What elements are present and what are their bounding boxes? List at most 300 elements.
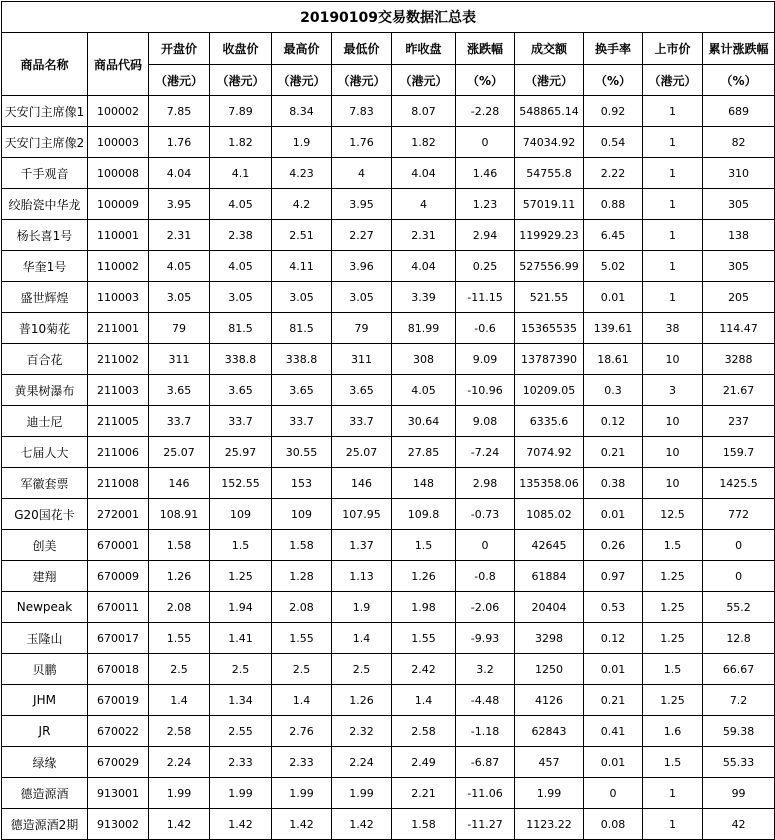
table-cell: 1.99	[272, 778, 332, 809]
column-unit: （港元）	[149, 65, 210, 96]
table-cell: 0.97	[584, 561, 643, 592]
table-cell: 1	[643, 778, 703, 809]
column-unit: （%）	[456, 65, 515, 96]
table-cell: 1.25	[643, 561, 703, 592]
table-cell: 109	[210, 499, 272, 530]
table-row	[2, 96, 775, 127]
column-header: 涨跌幅	[456, 33, 515, 65]
table-cell: 4	[332, 158, 392, 189]
table-row	[2, 561, 775, 592]
table-cell: 311	[332, 344, 392, 375]
table-cell: 0.54	[584, 127, 643, 158]
table-cell: 1085.02	[515, 499, 584, 530]
table-cell: 3298	[515, 623, 584, 654]
product-name-cell: JR	[2, 716, 88, 747]
table-cell: 2.38	[210, 220, 272, 251]
table-cell: 1425.5	[703, 468, 775, 499]
product-code-cell: 211002	[88, 344, 149, 375]
table-cell: 1.13	[332, 561, 392, 592]
table-row	[2, 437, 775, 468]
table-cell: -0.73	[456, 499, 515, 530]
column-header: 开盘价	[149, 33, 210, 65]
column-header: 昨收盘	[392, 33, 456, 65]
table-cell: 148	[392, 468, 456, 499]
table-cell: 4.04	[392, 251, 456, 282]
table-cell: 10	[643, 344, 703, 375]
table-cell: 338.8	[210, 344, 272, 375]
product-name-cell: 创美	[2, 530, 88, 561]
table-cell: 1	[643, 189, 703, 220]
table-cell: 310	[703, 158, 775, 189]
table-cell: 338.8	[272, 344, 332, 375]
table-cell: 146	[149, 468, 210, 499]
product-code-cell: 913001	[88, 778, 149, 809]
table-row	[2, 375, 775, 406]
table-cell: 55.33	[703, 747, 775, 778]
table-cell: 1	[643, 127, 703, 158]
product-name-cell: 玉隆山	[2, 623, 88, 654]
table-cell: 138	[703, 220, 775, 251]
column-header: 上市价	[643, 33, 703, 65]
table-cell: 114.47	[703, 313, 775, 344]
table-row	[2, 530, 775, 561]
table-cell: 12.5	[643, 499, 703, 530]
table-cell: 2.5	[272, 654, 332, 685]
product-name-cell: 迪士尼	[2, 406, 88, 437]
table-cell: 1.25	[643, 592, 703, 623]
product-name-cell: 盛世辉煌	[2, 282, 88, 313]
column-header: 收盘价	[210, 33, 272, 65]
table-cell: -10.96	[456, 375, 515, 406]
table-cell: 79	[332, 313, 392, 344]
table-cell: 2.31	[149, 220, 210, 251]
table-cell: 1.5	[392, 530, 456, 561]
table-cell: -0.6	[456, 313, 515, 344]
table-cell: 548865.14	[515, 96, 584, 127]
table-cell: 1.9	[332, 592, 392, 623]
table-cell: 0	[456, 127, 515, 158]
table-cell: 108.91	[149, 499, 210, 530]
table-cell: 7.89	[210, 96, 272, 127]
column-unit: （港元）	[210, 65, 272, 96]
table-row	[2, 685, 775, 716]
table-cell: 1.58	[392, 809, 456, 840]
table-cell: 1.5	[643, 530, 703, 561]
trading-summary-table	[1, 1, 775, 840]
table-row	[2, 158, 775, 189]
table-cell: 74034.92	[515, 127, 584, 158]
table-cell: 42	[703, 809, 775, 840]
table-cell: 4.05	[210, 251, 272, 282]
table-cell: 10	[643, 468, 703, 499]
table-cell: 1.76	[149, 127, 210, 158]
table-cell: 4126	[515, 685, 584, 716]
table-row	[2, 623, 775, 654]
table-cell: -11.27	[456, 809, 515, 840]
table-cell: 5.02	[584, 251, 643, 282]
table-cell: -6.87	[456, 747, 515, 778]
table-cell: 1.4	[332, 623, 392, 654]
table-cell: 109	[272, 499, 332, 530]
table-cell: 2.32	[332, 716, 392, 747]
product-name-cell: 天安门主席像1	[2, 96, 88, 127]
table-cell: 2.21	[392, 778, 456, 809]
table-cell: 2.27	[332, 220, 392, 251]
table-cell: -9.93	[456, 623, 515, 654]
table-cell: -1.18	[456, 716, 515, 747]
table-cell: 119929.23	[515, 220, 584, 251]
table-cell: 1.26	[392, 561, 456, 592]
table-cell: 4.05	[392, 375, 456, 406]
table-row	[2, 778, 775, 809]
column-header: 最高价	[272, 33, 332, 65]
table-row	[2, 406, 775, 437]
table-cell: 1.55	[149, 623, 210, 654]
table-cell: 1.58	[149, 530, 210, 561]
table-cell: 237	[703, 406, 775, 437]
table-row	[2, 654, 775, 685]
table-cell: 1.25	[210, 561, 272, 592]
product-code-cell: 670011	[88, 592, 149, 623]
table-cell: 1.28	[272, 561, 332, 592]
table-cell: 38	[643, 313, 703, 344]
table-cell: 1.42	[332, 809, 392, 840]
table-cell: 59.38	[703, 716, 775, 747]
table-cell: 0.01	[584, 654, 643, 685]
table-cell: 0	[456, 530, 515, 561]
table-row	[2, 127, 775, 158]
table-row	[2, 747, 775, 778]
table-cell: 0.21	[584, 437, 643, 468]
table-cell: 0	[584, 778, 643, 809]
table-cell: -11.15	[456, 282, 515, 313]
table-cell: 1.94	[210, 592, 272, 623]
table-cell: 772	[703, 499, 775, 530]
table-cell: 6.45	[584, 220, 643, 251]
table-cell: 8.34	[272, 96, 332, 127]
table-cell: 7.85	[149, 96, 210, 127]
table-cell: 1.55	[392, 623, 456, 654]
table-cell: 205	[703, 282, 775, 313]
table-cell: 2.98	[456, 468, 515, 499]
table-cell: 0.53	[584, 592, 643, 623]
table-cell: 2.76	[272, 716, 332, 747]
table-cell: -4.48	[456, 685, 515, 716]
table-cell: 1.76	[332, 127, 392, 158]
product-name-cell: 黄果树瀑布	[2, 375, 88, 406]
product-code-cell: 100009	[88, 189, 149, 220]
table-cell: 2.33	[272, 747, 332, 778]
table-cell: 4.04	[149, 158, 210, 189]
table-cell: 2.49	[392, 747, 456, 778]
column-unit: （港元）	[643, 65, 703, 96]
table-cell: 2.08	[149, 592, 210, 623]
product-code-cell: 670017	[88, 623, 149, 654]
table-cell: 4.1	[210, 158, 272, 189]
table-cell: 2.58	[149, 716, 210, 747]
table-cell: 10209.05	[515, 375, 584, 406]
table-cell: 3.05	[332, 282, 392, 313]
table-cell: 1.42	[149, 809, 210, 840]
table-cell: 1.82	[392, 127, 456, 158]
table-cell: 55.2	[703, 592, 775, 623]
table-row	[2, 313, 775, 344]
product-name-cell: 绞胎瓷中华龙	[2, 189, 88, 220]
table-cell: 0.01	[584, 282, 643, 313]
table-cell: 3.05	[272, 282, 332, 313]
table-cell: 1.99	[210, 778, 272, 809]
product-name-cell: 普10菊花	[2, 313, 88, 344]
table-cell: 3.95	[149, 189, 210, 220]
table-cell: 1.4	[149, 685, 210, 716]
table-cell: 1.5	[643, 654, 703, 685]
table-cell: 305	[703, 251, 775, 282]
table-cell: 3.65	[210, 375, 272, 406]
table-cell: 0.25	[456, 251, 515, 282]
table-cell: 1.98	[392, 592, 456, 623]
table-cell: 1.82	[210, 127, 272, 158]
table-cell: 1.9	[272, 127, 332, 158]
product-code-cell: 100003	[88, 127, 149, 158]
table-cell: 1.26	[149, 561, 210, 592]
product-name-cell: 德造源酒	[2, 778, 88, 809]
product-code-cell: 211003	[88, 375, 149, 406]
table-cell: 139.61	[584, 313, 643, 344]
table-cell: 3.2	[456, 654, 515, 685]
table-cell: 81.99	[392, 313, 456, 344]
table-cell: 0	[703, 530, 775, 561]
product-code-cell: 100002	[88, 96, 149, 127]
table-cell: 6335.6	[515, 406, 584, 437]
table-cell: 25.07	[149, 437, 210, 468]
product-name-cell: 千手观音	[2, 158, 88, 189]
table-cell: 1.34	[210, 685, 272, 716]
table-cell: 3.65	[332, 375, 392, 406]
table-cell: 4.23	[272, 158, 332, 189]
product-name-cell: JHM	[2, 685, 88, 716]
table-cell: 21.67	[703, 375, 775, 406]
product-name-cell: 德造源酒2期	[2, 809, 88, 840]
table-row	[2, 499, 775, 530]
column-header: 商品代码	[88, 33, 149, 96]
product-name-cell: 军徽套票	[2, 468, 88, 499]
column-unit: （港元）	[272, 65, 332, 96]
table-cell: 42645	[515, 530, 584, 561]
table-cell: 1	[643, 809, 703, 840]
product-code-cell: 211005	[88, 406, 149, 437]
column-header: 换手率	[584, 33, 643, 65]
product-code-cell: 100008	[88, 158, 149, 189]
table-row	[2, 251, 775, 282]
table-cell: 0.21	[584, 685, 643, 716]
table-cell: 1	[643, 158, 703, 189]
table-cell: 25.97	[210, 437, 272, 468]
table-cell: 57019.11	[515, 189, 584, 220]
table-cell: 61884	[515, 561, 584, 592]
table-cell: 2.5	[149, 654, 210, 685]
table-cell: 1.55	[272, 623, 332, 654]
table-cell: 25.07	[332, 437, 392, 468]
table-cell: 9.08	[456, 406, 515, 437]
product-name-cell: G20国花卡	[2, 499, 88, 530]
table-cell: 0.12	[584, 406, 643, 437]
table-cell: 7.83	[332, 96, 392, 127]
table-cell: 2.51	[272, 220, 332, 251]
table-cell: 18.61	[584, 344, 643, 375]
table-row	[2, 220, 775, 251]
column-header: 累计涨跌幅	[703, 33, 775, 65]
product-name-cell: 绿缘	[2, 747, 88, 778]
table-cell: 4.05	[210, 189, 272, 220]
table-cell: 62843	[515, 716, 584, 747]
table-cell: 1	[643, 96, 703, 127]
table-cell: 1250	[515, 654, 584, 685]
column-unit: （港元）	[515, 65, 584, 96]
column-unit: （港元）	[392, 65, 456, 96]
table-row	[2, 282, 775, 313]
table-row	[2, 189, 775, 220]
table-cell: 30.55	[272, 437, 332, 468]
table-cell: 33.7	[149, 406, 210, 437]
table-cell: 2.24	[332, 747, 392, 778]
table-cell: 1	[643, 251, 703, 282]
table-cell: 2.58	[392, 716, 456, 747]
column-unit: （港元）	[332, 65, 392, 96]
table-cell: 2.22	[584, 158, 643, 189]
table-cell: 54755.8	[515, 158, 584, 189]
product-code-cell: 110003	[88, 282, 149, 313]
column-unit: （%）	[703, 65, 775, 96]
table-cell: 4.05	[149, 251, 210, 282]
table-cell: 2.08	[272, 592, 332, 623]
table-cell: -2.06	[456, 592, 515, 623]
product-name-cell: 天安门主席像2	[2, 127, 88, 158]
table-cell: 27.85	[392, 437, 456, 468]
table-cell: 3.39	[392, 282, 456, 313]
column-header: 成交额	[515, 33, 584, 65]
table-cell: -7.24	[456, 437, 515, 468]
table-cell: 8.07	[392, 96, 456, 127]
table-cell: 20404	[515, 592, 584, 623]
table-cell: 308	[392, 344, 456, 375]
table-cell: 1.99	[332, 778, 392, 809]
table-cell: 81.5	[210, 313, 272, 344]
table-cell: 3.05	[210, 282, 272, 313]
table-cell: 1.42	[210, 809, 272, 840]
product-name-cell: 贝鹏	[2, 654, 88, 685]
table-cell: 152.55	[210, 468, 272, 499]
table-cell: 0.26	[584, 530, 643, 561]
table-cell: 33.7	[210, 406, 272, 437]
table-cell: 1.5	[643, 747, 703, 778]
product-code-cell: 670019	[88, 685, 149, 716]
table-cell: 1.99	[149, 778, 210, 809]
table-cell: 1.41	[210, 623, 272, 654]
product-code-cell: 110002	[88, 251, 149, 282]
table-cell: 1	[643, 220, 703, 251]
table-cell: -11.06	[456, 778, 515, 809]
table-cell: 2.24	[149, 747, 210, 778]
table-cell: 12.8	[703, 623, 775, 654]
product-code-cell: 670018	[88, 654, 149, 685]
column-unit: （%）	[584, 65, 643, 96]
table-cell: 2.55	[210, 716, 272, 747]
table-cell: 521.55	[515, 282, 584, 313]
table-cell: 3288	[703, 344, 775, 375]
table-cell: 4.2	[272, 189, 332, 220]
table-cell: 0.01	[584, 499, 643, 530]
product-code-cell: 913002	[88, 809, 149, 840]
product-name-cell: 建翔	[2, 561, 88, 592]
table-cell: 1123.22	[515, 809, 584, 840]
product-code-cell: 110001	[88, 220, 149, 251]
table-cell: 0.38	[584, 468, 643, 499]
table-cell: 10	[643, 406, 703, 437]
table-cell: 1.6	[643, 716, 703, 747]
table-cell: 3.65	[149, 375, 210, 406]
table-cell: 1.23	[456, 189, 515, 220]
table-cell: 1	[643, 282, 703, 313]
table-cell: 3.95	[332, 189, 392, 220]
table-cell: 82	[703, 127, 775, 158]
table-cell: 1.25	[643, 685, 703, 716]
table-cell: 0.41	[584, 716, 643, 747]
table-cell: 9.09	[456, 344, 515, 375]
table-cell: 0.88	[584, 189, 643, 220]
table-cell: 1.42	[272, 809, 332, 840]
product-name-cell: 杨长喜1号	[2, 220, 88, 251]
table-cell: 7074.92	[515, 437, 584, 468]
table-row	[2, 809, 775, 840]
table-cell: 79	[149, 313, 210, 344]
table-cell: 2.33	[210, 747, 272, 778]
table-cell: 2.42	[392, 654, 456, 685]
table-cell: 0.12	[584, 623, 643, 654]
product-code-cell: 211006	[88, 437, 149, 468]
table-cell: 1.5	[210, 530, 272, 561]
table-cell: 2.94	[456, 220, 515, 251]
table-cell: 15365535	[515, 313, 584, 344]
table-cell: 146	[332, 468, 392, 499]
table-cell: 33.7	[332, 406, 392, 437]
table-cell: -2.28	[456, 96, 515, 127]
table-cell: 689	[703, 96, 775, 127]
product-name-cell: 百合花	[2, 344, 88, 375]
table-cell: 1.26	[332, 685, 392, 716]
table-cell: 4	[392, 189, 456, 220]
table-cell: 3.65	[272, 375, 332, 406]
table-cell: 0.92	[584, 96, 643, 127]
table-cell: 3.96	[332, 251, 392, 282]
product-code-cell: 211008	[88, 468, 149, 499]
table-cell: -0.8	[456, 561, 515, 592]
product-code-cell: 670022	[88, 716, 149, 747]
table-cell: 0.01	[584, 747, 643, 778]
table-cell: 135358.06	[515, 468, 584, 499]
table-cell: 0.08	[584, 809, 643, 840]
table-cell: 305	[703, 189, 775, 220]
table-cell: 3.05	[149, 282, 210, 313]
table-cell: 1.25	[643, 623, 703, 654]
table-cell: 1.58	[272, 530, 332, 561]
table-cell: 159.7	[703, 437, 775, 468]
table-cell: 2.5	[332, 654, 392, 685]
table-cell: 13787390	[515, 344, 584, 375]
table-cell: 4.04	[392, 158, 456, 189]
table-row	[2, 468, 775, 499]
product-code-cell: 670029	[88, 747, 149, 778]
product-name-cell: 华奎1号	[2, 251, 88, 282]
